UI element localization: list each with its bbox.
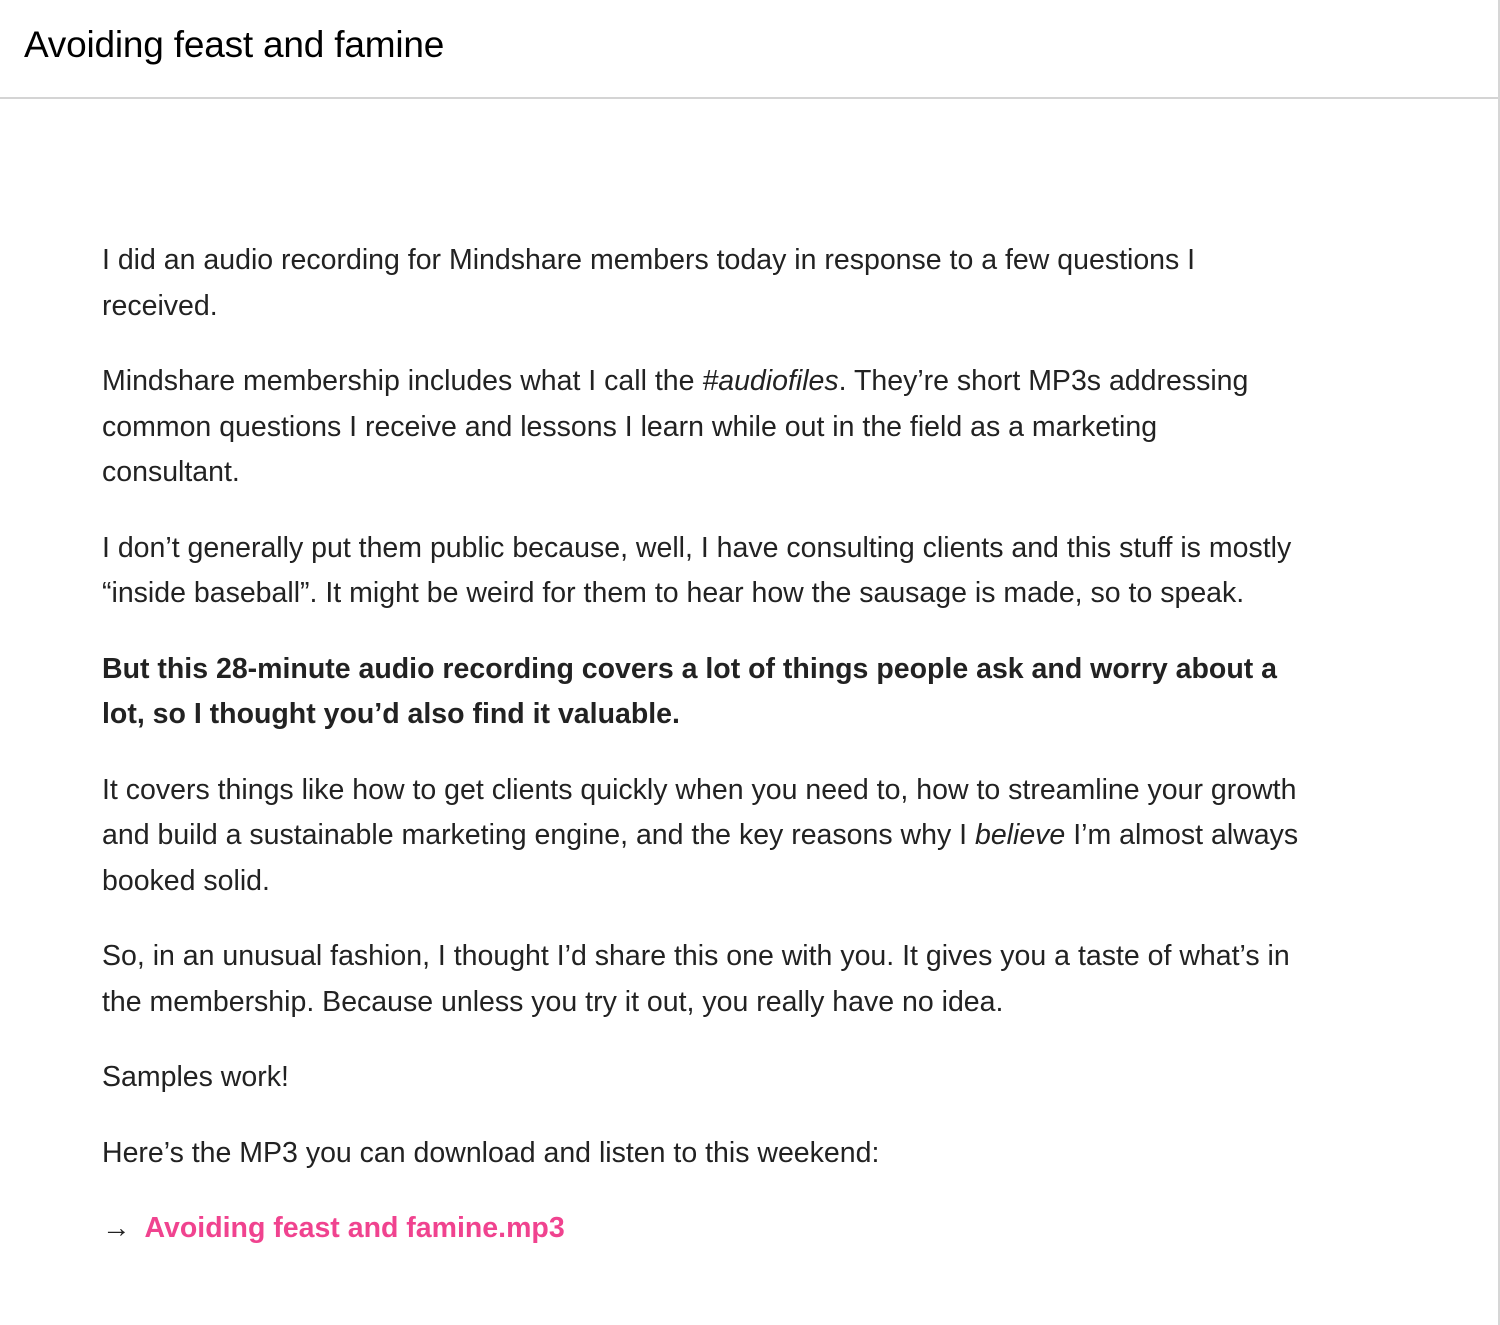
email-body [102, 238, 1302, 1282]
paragraph-membership-text-2: . They’re short MP3s addressing common questions I receive and lessons I learn while out in the field as a marketing consultant. [102, 365, 1249, 488]
download-line [102, 1206, 1302, 1252]
paragraph-membership [102, 359, 1302, 496]
paragraph-intro: I did an audio recording for Mindshare members today in response to a few questions I received. [102, 244, 1196, 322]
paragraph-share: So, in an unusual fashion, I thought I’d share this one with you. It gives you a taste of what’s in the membership. Because unless you try it out, you really have no idea. [102, 940, 1290, 1018]
audiofiles-hashtag: #audiofiles [702, 365, 839, 397]
right-arrow-icon: → [102, 1212, 131, 1244]
paragraph-covers [102, 768, 1302, 905]
paragraph-covers-text-1: It covers things like how to get clients quickly when you need to, how to streamline your growth and build a sustainable marketing engine, and the key reasons why I [102, 773, 1297, 851]
paragraph-download-intro: Here’s the MP3 you can download and listen to this weekend: [102, 1136, 880, 1169]
email-header [0, 0, 1498, 99]
believe-emphasis: believe [974, 819, 1066, 851]
paragraph-public: I don’t generally put them public because, well, I have consulting clients and this stuff is mostly “inside baseball”. It might be weird for them to hear how the sausage is made, so to speak. [102, 531, 1292, 609]
paragraph-highlight: But this 28-minute audio recording covers a lot of things people ask and worry about a lot, so I thought you’d also find it valuable. [102, 652, 1278, 730]
paragraph-samples: Samples work! [102, 1061, 289, 1093]
paragraph-membership-text-1: Mindshare membership includes what I call the [102, 365, 703, 397]
email-subject: Avoiding feast and famine [24, 23, 445, 65]
mp3-download-link[interactable]: Avoiding feast and famine.mp3 [144, 1212, 565, 1244]
paragraph-covers-text-2: I’m almost always booked solid. [102, 819, 1299, 897]
